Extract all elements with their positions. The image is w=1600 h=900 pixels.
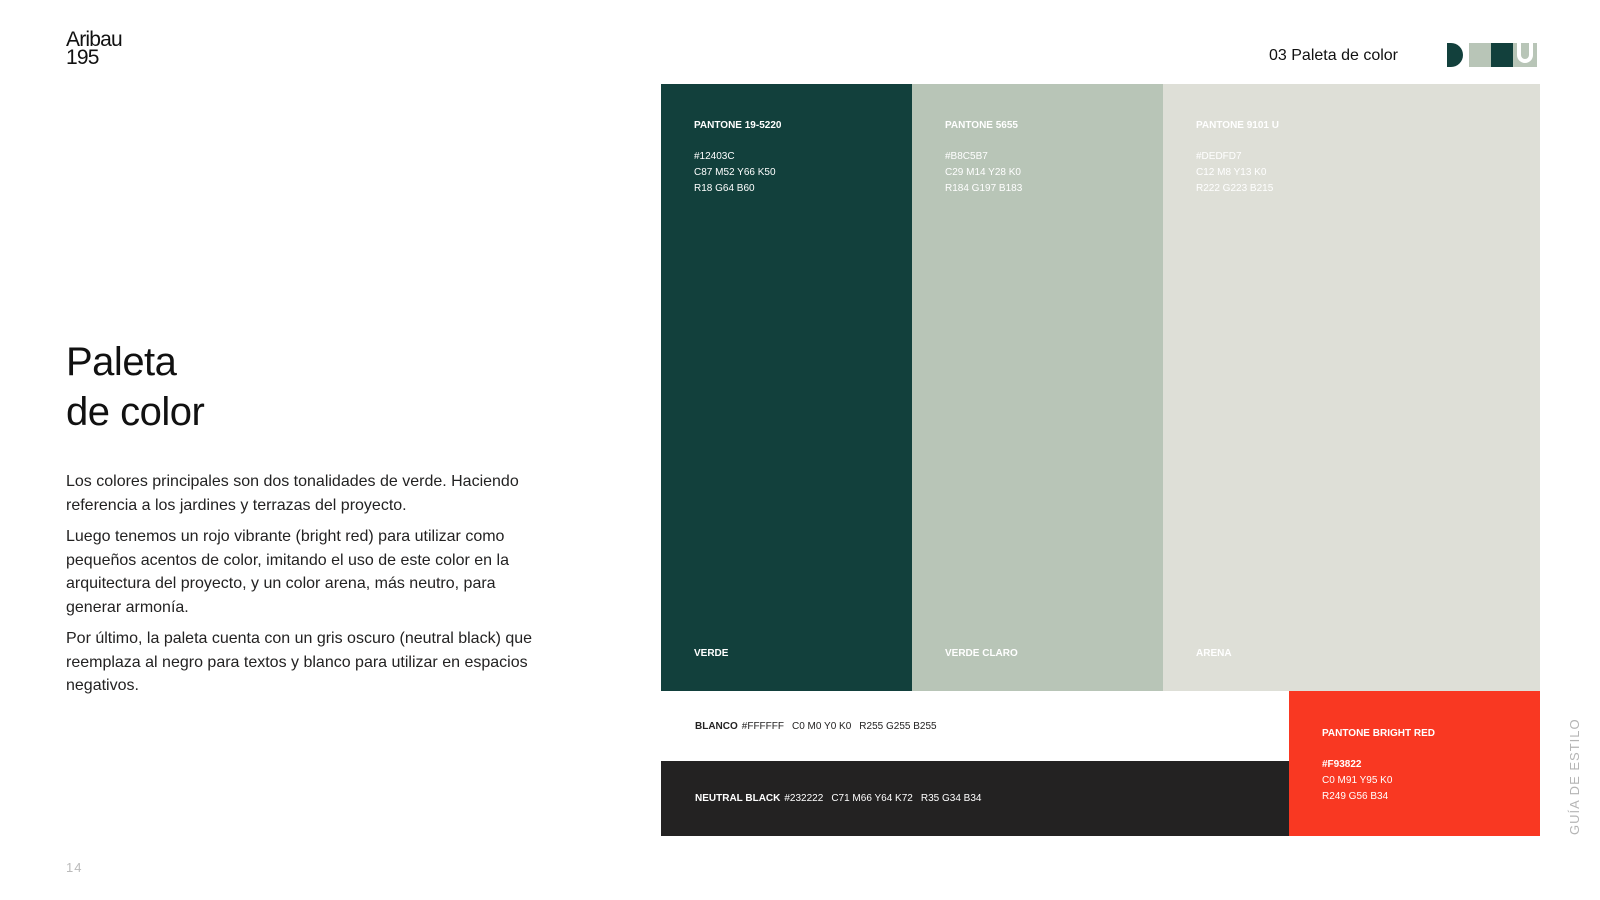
swatch-hex: #DEDFD7 — [1196, 151, 1242, 162]
swatch-hex: #F93822 — [1322, 759, 1362, 770]
swatch-hex: #12403C — [694, 151, 735, 162]
swatch-pantone: PANTONE 5655 — [945, 120, 1018, 131]
swatch-cmyk: C12 M8 Y13 K0 — [1196, 167, 1267, 178]
swatch-hex: #232222 — [784, 793, 824, 804]
swatch-arena — [1163, 84, 1540, 691]
swatch-codes — [945, 149, 1022, 197]
swatch-hex: #FFFFFF — [741, 720, 784, 732]
swatch-cmyk: C87 M52 Y66 K50 — [694, 167, 776, 178]
swatch-codes — [1196, 149, 1273, 197]
swatch-label: VERDE CLARO — [945, 648, 1018, 659]
page-title — [66, 337, 204, 437]
paragraph: Los colores principales son dos tonalidades de verde. Haciendo referencia a los jardines y terrazas del proyecto. — [66, 473, 519, 514]
swatch-cmyk: C0 M0 Y0 K0 — [792, 720, 852, 732]
swatch-bright-red — [1289, 691, 1540, 836]
brand-logo — [66, 28, 122, 69]
swatch-name: NEUTRAL BLACK — [695, 793, 781, 804]
brand-name: Aribau — [66, 28, 122, 51]
title-line-2: de color — [66, 390, 205, 434]
body-text — [66, 470, 546, 706]
swatch-codes — [1322, 757, 1392, 805]
page-number: 14 — [66, 860, 83, 875]
swatch-verde — [661, 84, 912, 691]
swatch-name: BLANCO — [695, 720, 738, 732]
swatch-rgb: R222 G223 B215 — [1196, 183, 1274, 194]
swatch-neutral-black — [661, 761, 1289, 836]
swatch-rgb: R35 G34 B34 — [920, 793, 982, 804]
swatch-cmyk: C0 M91 Y95 K0 — [1322, 775, 1393, 786]
paragraph: Luego tenemos un rojo vibrante (bright red) para utilizar como pequeños acentos de color, imitando el uso de este color en la arquitectura del proyecto, y un color arena, más neutro, para generar armonía. — [66, 528, 509, 616]
swatch-blanco — [661, 691, 1289, 761]
paragraph: Por último, la paleta cuenta con un gris oscuro (neutral black) que reemplaza al negro para textos y blanco para utilizar en espacios negativos. — [66, 630, 533, 694]
swatch-hex: #B8C5B7 — [945, 151, 988, 162]
vertical-section-label: GUÍA DE ESTILO — [1567, 718, 1582, 835]
swatch-rgb: R18 G64 B60 — [694, 183, 755, 194]
title-line-1: Paleta — [66, 340, 177, 384]
swatch-rgb: R184 G197 B183 — [945, 183, 1023, 194]
swatch-pantone: PANTONE 19-5220 — [694, 120, 782, 131]
brand-mark-icon — [1447, 43, 1537, 67]
brand-number: 195 — [66, 46, 99, 69]
section-label: 03 Paleta de color — [1269, 47, 1398, 64]
swatch-label: ARENA — [1196, 648, 1232, 659]
swatch-cmyk: C71 M66 Y64 K72 — [831, 793, 913, 804]
swatch-pantone: PANTONE 9101 U — [1196, 120, 1279, 131]
swatch-verde-claro — [912, 84, 1163, 691]
swatch-codes — [694, 149, 776, 197]
swatch-rgb: R255 G255 B255 — [859, 720, 937, 732]
swatch-label: VERDE — [694, 648, 729, 659]
swatch-pantone: PANTONE BRIGHT RED — [1322, 728, 1435, 739]
swatch-cmyk: C29 M14 Y28 K0 — [945, 167, 1021, 178]
swatch-rgb: R249 G56 B34 — [1322, 791, 1389, 802]
